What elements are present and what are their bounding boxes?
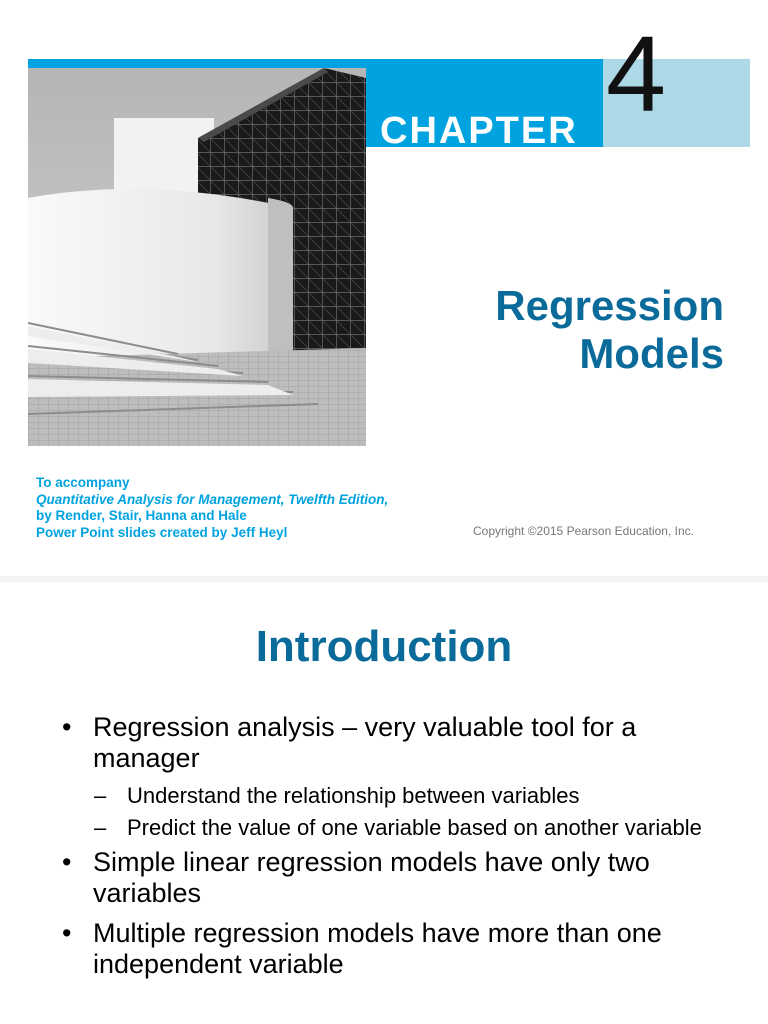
bullet-item [60, 712, 720, 774]
sub-bullet-item [94, 783, 720, 809]
building-photo [28, 68, 366, 446]
bullet-text: Regression analysis – very valuable tool for a manager [93, 712, 637, 773]
dash-icon: – [94, 815, 107, 840]
authors: by Render, Stair, Hanna and Hale [36, 508, 247, 523]
sub-bullet-item [94, 815, 720, 841]
credits-line-1: To accompany [36, 475, 130, 490]
title-line-2: Models [579, 330, 724, 377]
bullet-text: Multiple regression models have more than one independent variable [93, 918, 662, 979]
bullet-item [60, 847, 720, 909]
slide-separator [0, 576, 768, 582]
sub-bullet-text: Understand the relationship between variables [127, 783, 580, 808]
intro-title: Introduction [255, 622, 513, 671]
book-credits [36, 475, 388, 541]
bullet-icon: • [62, 712, 72, 742]
chapter-label: CHAPTER [380, 110, 578, 152]
bullet-icon: • [62, 847, 72, 877]
dash-icon: – [94, 783, 107, 808]
chapter-number: 4 [606, 13, 667, 134]
bullet-icon: • [62, 918, 72, 948]
title-line-1: Regression [495, 282, 724, 329]
bullet-text: Simple linear regression models have only two variables [93, 847, 650, 908]
slide-title [495, 282, 724, 378]
book-title: Quantitative Analysis for Management, Twelfth Edition, [36, 491, 389, 507]
copyright-notice: Copyright ©2015 Pearson Education, Inc. [473, 524, 694, 538]
bullet-item [60, 918, 720, 980]
sub-bullet-text: Predict the value of one variable based on another variable [127, 815, 702, 840]
bullet-list [60, 712, 720, 989]
slides-author: Power Point slides created by Jeff Heyl [36, 524, 288, 540]
